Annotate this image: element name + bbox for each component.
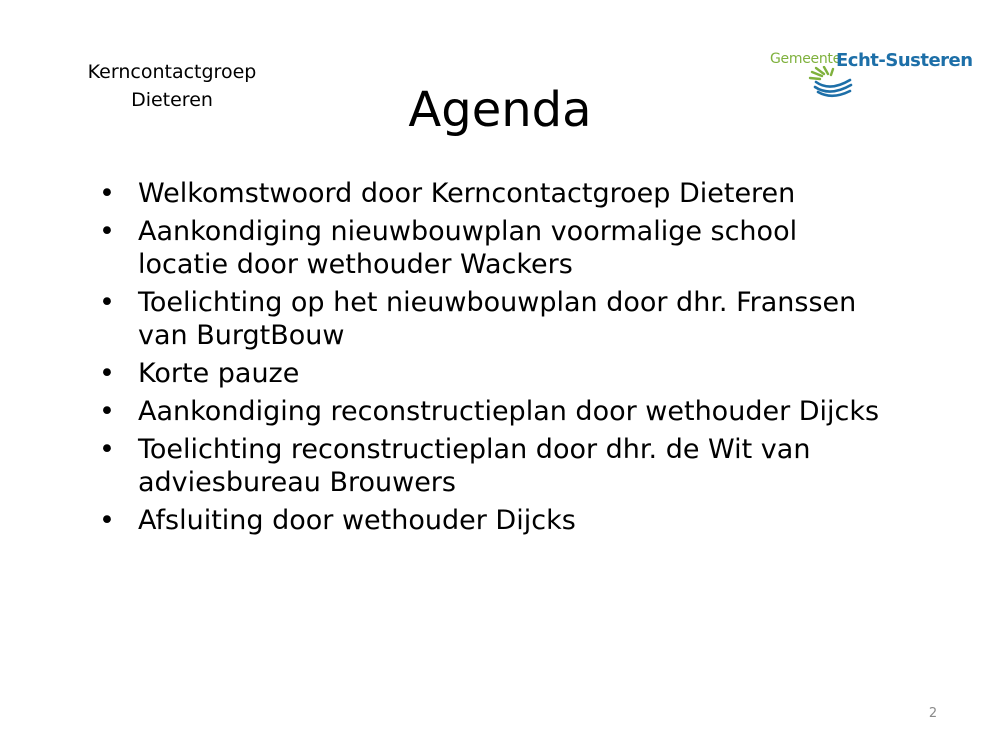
organization-name: Kerncontactgroep bbox=[87, 61, 257, 83]
bullet-icon: • bbox=[99, 434, 115, 465]
bullet-icon: • bbox=[99, 396, 115, 427]
bullet-icon: • bbox=[99, 216, 115, 247]
bullet-icon: • bbox=[99, 178, 115, 209]
agenda-item bbox=[95, 504, 885, 537]
logo-name: Echt-Susteren bbox=[836, 50, 973, 71]
agenda-item bbox=[95, 357, 885, 390]
slide-title: Agenda bbox=[408, 82, 592, 138]
bullet-icon: • bbox=[99, 358, 115, 389]
agenda-item bbox=[95, 177, 885, 210]
agenda-item-text: Welkomstwoord door Kerncontactgroep Dieteren bbox=[138, 178, 796, 209]
agenda-item-text: Toelichting reconstructieplan door dhr. de Wit van adviesbureau Brouwers bbox=[138, 434, 811, 498]
agenda-item-text: Korte pauze bbox=[138, 358, 300, 389]
bullet-icon: • bbox=[99, 287, 115, 318]
agenda-item bbox=[95, 395, 885, 428]
agenda-item-text: Afsluiting door wethouder Dijcks bbox=[138, 505, 576, 536]
agenda-item-text: Aankondiging reconstructieplan door wethouder Dijcks bbox=[138, 396, 880, 427]
agenda-list bbox=[95, 177, 885, 542]
agenda-item-text: Toelichting op het nieuwbouwplan door dhr. Franssen van BurgtBouw bbox=[138, 287, 857, 351]
bullet-icon: • bbox=[99, 505, 115, 536]
agenda-item-text: Aankondiging nieuwbouwplan voormalige school locatie door wethouder Wackers bbox=[138, 216, 798, 280]
logo-prefix: Gemeente bbox=[770, 51, 841, 67]
page-number: 2 bbox=[928, 706, 938, 721]
agenda-item bbox=[95, 215, 885, 281]
organization-location: Dieteren bbox=[131, 89, 213, 111]
agenda-item bbox=[95, 433, 885, 499]
agenda-item bbox=[95, 286, 885, 352]
